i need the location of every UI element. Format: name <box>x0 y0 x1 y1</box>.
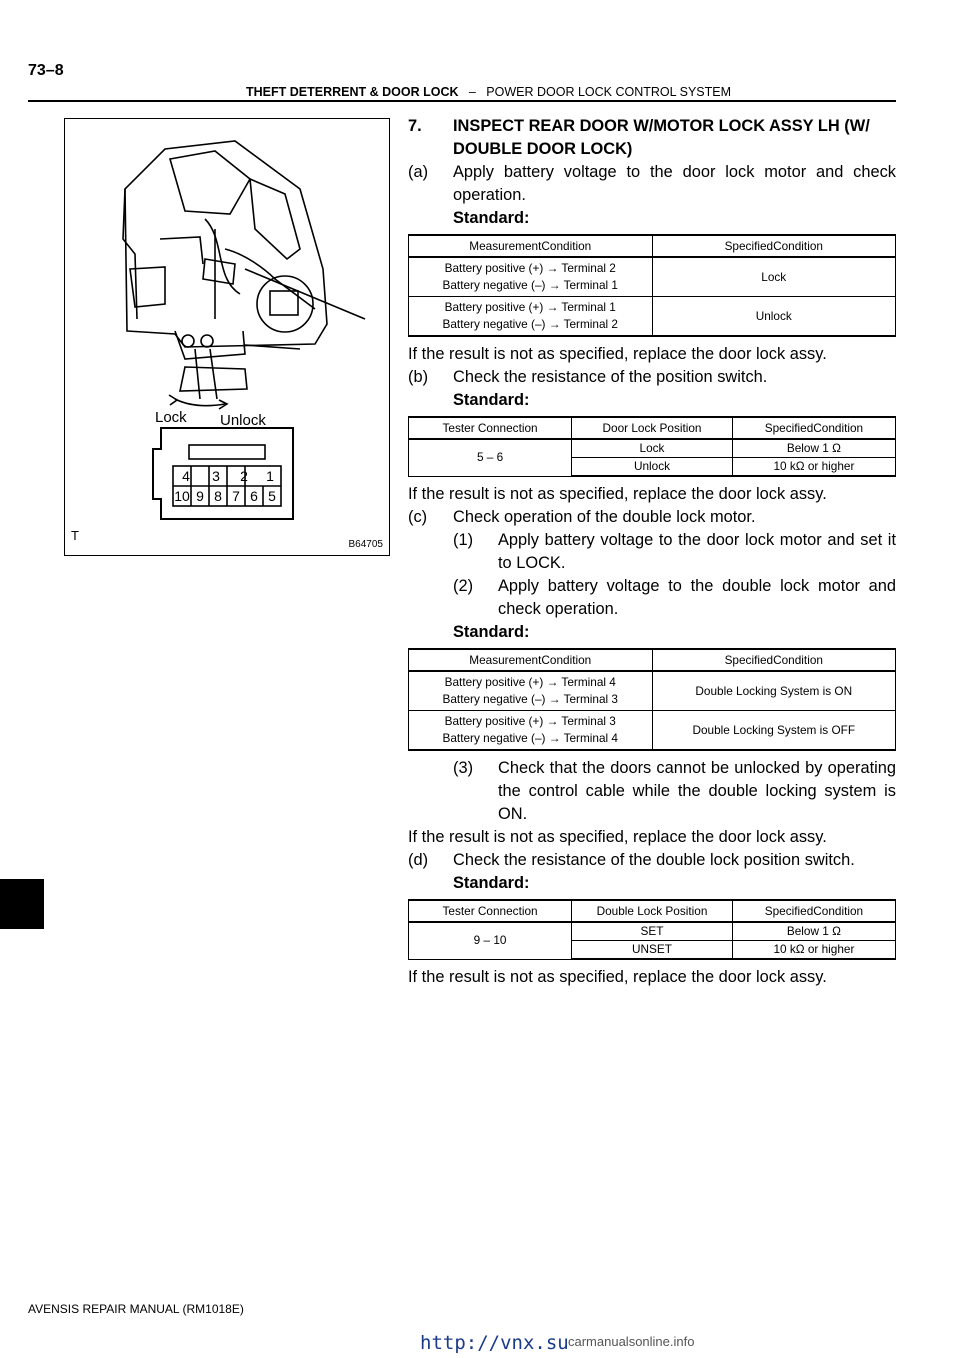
step-c3 <box>408 757 896 826</box>
step-c2-label: (2) <box>453 577 474 595</box>
page-number: 73–8 <box>28 62 64 79</box>
specified-condition: Double Locking System is ON <box>652 671 896 711</box>
footer-manual-title: AVENSIS REPAIR MANUAL (RM1018E) <box>28 1302 244 1316</box>
table-d-header-2: Double Lock Position <box>572 900 733 922</box>
step-c-label: (c) <box>408 508 428 526</box>
step-c <box>408 506 896 529</box>
step-a-label: (a) <box>408 163 429 181</box>
terminal-9: 9 <box>196 488 204 504</box>
measurement-line: Battery negative (–) → Terminal 4 <box>442 731 618 745</box>
unlock-label: Unlock <box>220 412 266 429</box>
fail-instruction: If the result is not as specified, replace the door lock assy. <box>408 828 827 846</box>
procedure-content <box>408 115 896 989</box>
measurement-line: Battery positive (+) → Terminal 3 <box>444 714 616 728</box>
terminal-5: 5 <box>268 488 276 504</box>
step-c1-text: Apply battery voltage to the door lock motor and set it to LOCK. <box>498 531 896 572</box>
running-header <box>246 85 731 99</box>
step-d <box>408 849 896 872</box>
standard-label: Standard: <box>453 874 530 892</box>
step-b <box>408 366 896 389</box>
fail-instruction: If the result is not as specified, replace the door lock assy. <box>408 485 827 503</box>
measurement-line: Battery negative (–) → Terminal 3 <box>442 692 618 706</box>
measurement-line: Battery negative (–) → Terminal 2 <box>442 317 618 331</box>
fail-instruction: If the result is not as specified, replace the door lock assy. <box>408 345 827 363</box>
step-d-label: (d) <box>408 851 429 869</box>
standard-label: Standard: <box>453 391 530 409</box>
measurement-line: Battery positive (+) → Terminal 4 <box>444 675 616 689</box>
step-a-text: Apply battery voltage to the door lock motor and check operation. <box>453 163 896 204</box>
double-lock-position: UNSET <box>572 941 733 960</box>
terminal-2: 2 <box>240 468 248 484</box>
watermark-link[interactable]: http://vnx.su <box>420 1332 569 1354</box>
lock-position: Unlock <box>572 458 733 477</box>
terminal-1: 1 <box>266 468 274 484</box>
step-c1 <box>408 529 896 575</box>
measurement-line: Battery positive (+) → Terminal 2 <box>444 261 616 275</box>
fail-instruction: If the result is not as specified, replace the door lock assy. <box>408 968 827 986</box>
lock-position: Lock <box>572 439 733 458</box>
table-a-header-1: MeasurementCondition <box>409 235 653 257</box>
measurement-line: Battery negative (–) → Terminal 1 <box>442 278 618 292</box>
terminal-7: 7 <box>232 488 240 504</box>
step-d-text: Check the resistance of the double lock position switch. <box>453 851 855 869</box>
specified-condition: Below 1 Ω <box>732 922 895 941</box>
table-row <box>409 297 896 337</box>
door-lock-figure <box>64 118 390 556</box>
table-b-header-2: Door Lock Position <box>572 417 733 439</box>
step-title: INSPECT REAR DOOR W/MOTOR LOCK ASSY LH (W/ DOUBLE DOOR LOCK) <box>453 117 870 158</box>
specified-condition: Below 1 Ω <box>732 439 895 458</box>
table-b-header-1: Tester Connection <box>409 417 572 439</box>
specified-condition: 10 kΩ or higher <box>732 458 895 477</box>
lock-label: Lock <box>155 409 187 426</box>
tester-connection: 9 – 10 <box>409 922 572 959</box>
header-section: THEFT DETERRENT & DOOR LOCK <box>246 85 459 99</box>
table-c-header-2: SpecifiedCondition <box>652 649 896 671</box>
terminal-10: 10 <box>174 488 190 504</box>
step-b-label: (b) <box>408 368 429 386</box>
tester-connection: 5 – 6 <box>409 439 572 476</box>
step-heading <box>408 115 896 161</box>
table-c <box>408 648 896 751</box>
table-row <box>409 439 896 458</box>
table-d-header-3: SpecifiedCondition <box>732 900 895 922</box>
header-separator: – <box>468 85 476 99</box>
table-row <box>409 671 896 711</box>
double-lock-position: SET <box>572 922 733 941</box>
step-c3-text: Check that the doors cannot be unlocked by operating the control cable while the double locking system is ON. <box>498 759 896 823</box>
terminal-6: 6 <box>250 488 258 504</box>
specified-condition: Double Locking System is OFF <box>652 711 896 751</box>
terminal-8: 8 <box>214 488 222 504</box>
table-a <box>408 234 896 337</box>
figure-corner-letter: T <box>71 528 79 543</box>
table-c-header-1: MeasurementCondition <box>409 649 653 671</box>
step-c2 <box>408 575 896 621</box>
table-row <box>409 922 896 941</box>
table-d <box>408 899 896 960</box>
step-number: 7. <box>408 117 422 135</box>
step-b-text: Check the resistance of the position switch. <box>453 368 768 386</box>
header-rule <box>28 100 896 102</box>
specified-condition: Unlock <box>652 297 896 337</box>
standard-label: Standard: <box>453 209 530 227</box>
figure-id: B64705 <box>348 539 383 550</box>
table-d-header-1: Tester Connection <box>409 900 572 922</box>
terminal-3: 3 <box>212 468 220 484</box>
step-c3-label: (3) <box>453 759 474 777</box>
table-row <box>409 257 896 297</box>
standard-label: Standard: <box>453 623 530 641</box>
step-c2-text: Apply battery voltage to the double lock motor and check operation. <box>498 577 896 618</box>
header-subsection: POWER DOOR LOCK CONTROL SYSTEM <box>486 85 731 99</box>
step-c-text: Check operation of the double lock motor. <box>453 508 756 526</box>
specified-condition: Lock <box>652 257 896 297</box>
measurement-line: Battery positive (+) → Terminal 1 <box>444 300 616 314</box>
terminal-4: 4 <box>182 468 190 484</box>
section-tab <box>0 879 44 929</box>
table-a-header-2: SpecifiedCondition <box>652 235 896 257</box>
specified-condition: 10 kΩ or higher <box>732 941 895 960</box>
watermark: carmanualsonline.info <box>568 1334 695 1349</box>
step-a <box>408 161 896 207</box>
step-c1-label: (1) <box>453 531 474 549</box>
table-b-header-3: SpecifiedCondition <box>732 417 895 439</box>
table-row <box>409 711 896 751</box>
table-b <box>408 416 896 477</box>
